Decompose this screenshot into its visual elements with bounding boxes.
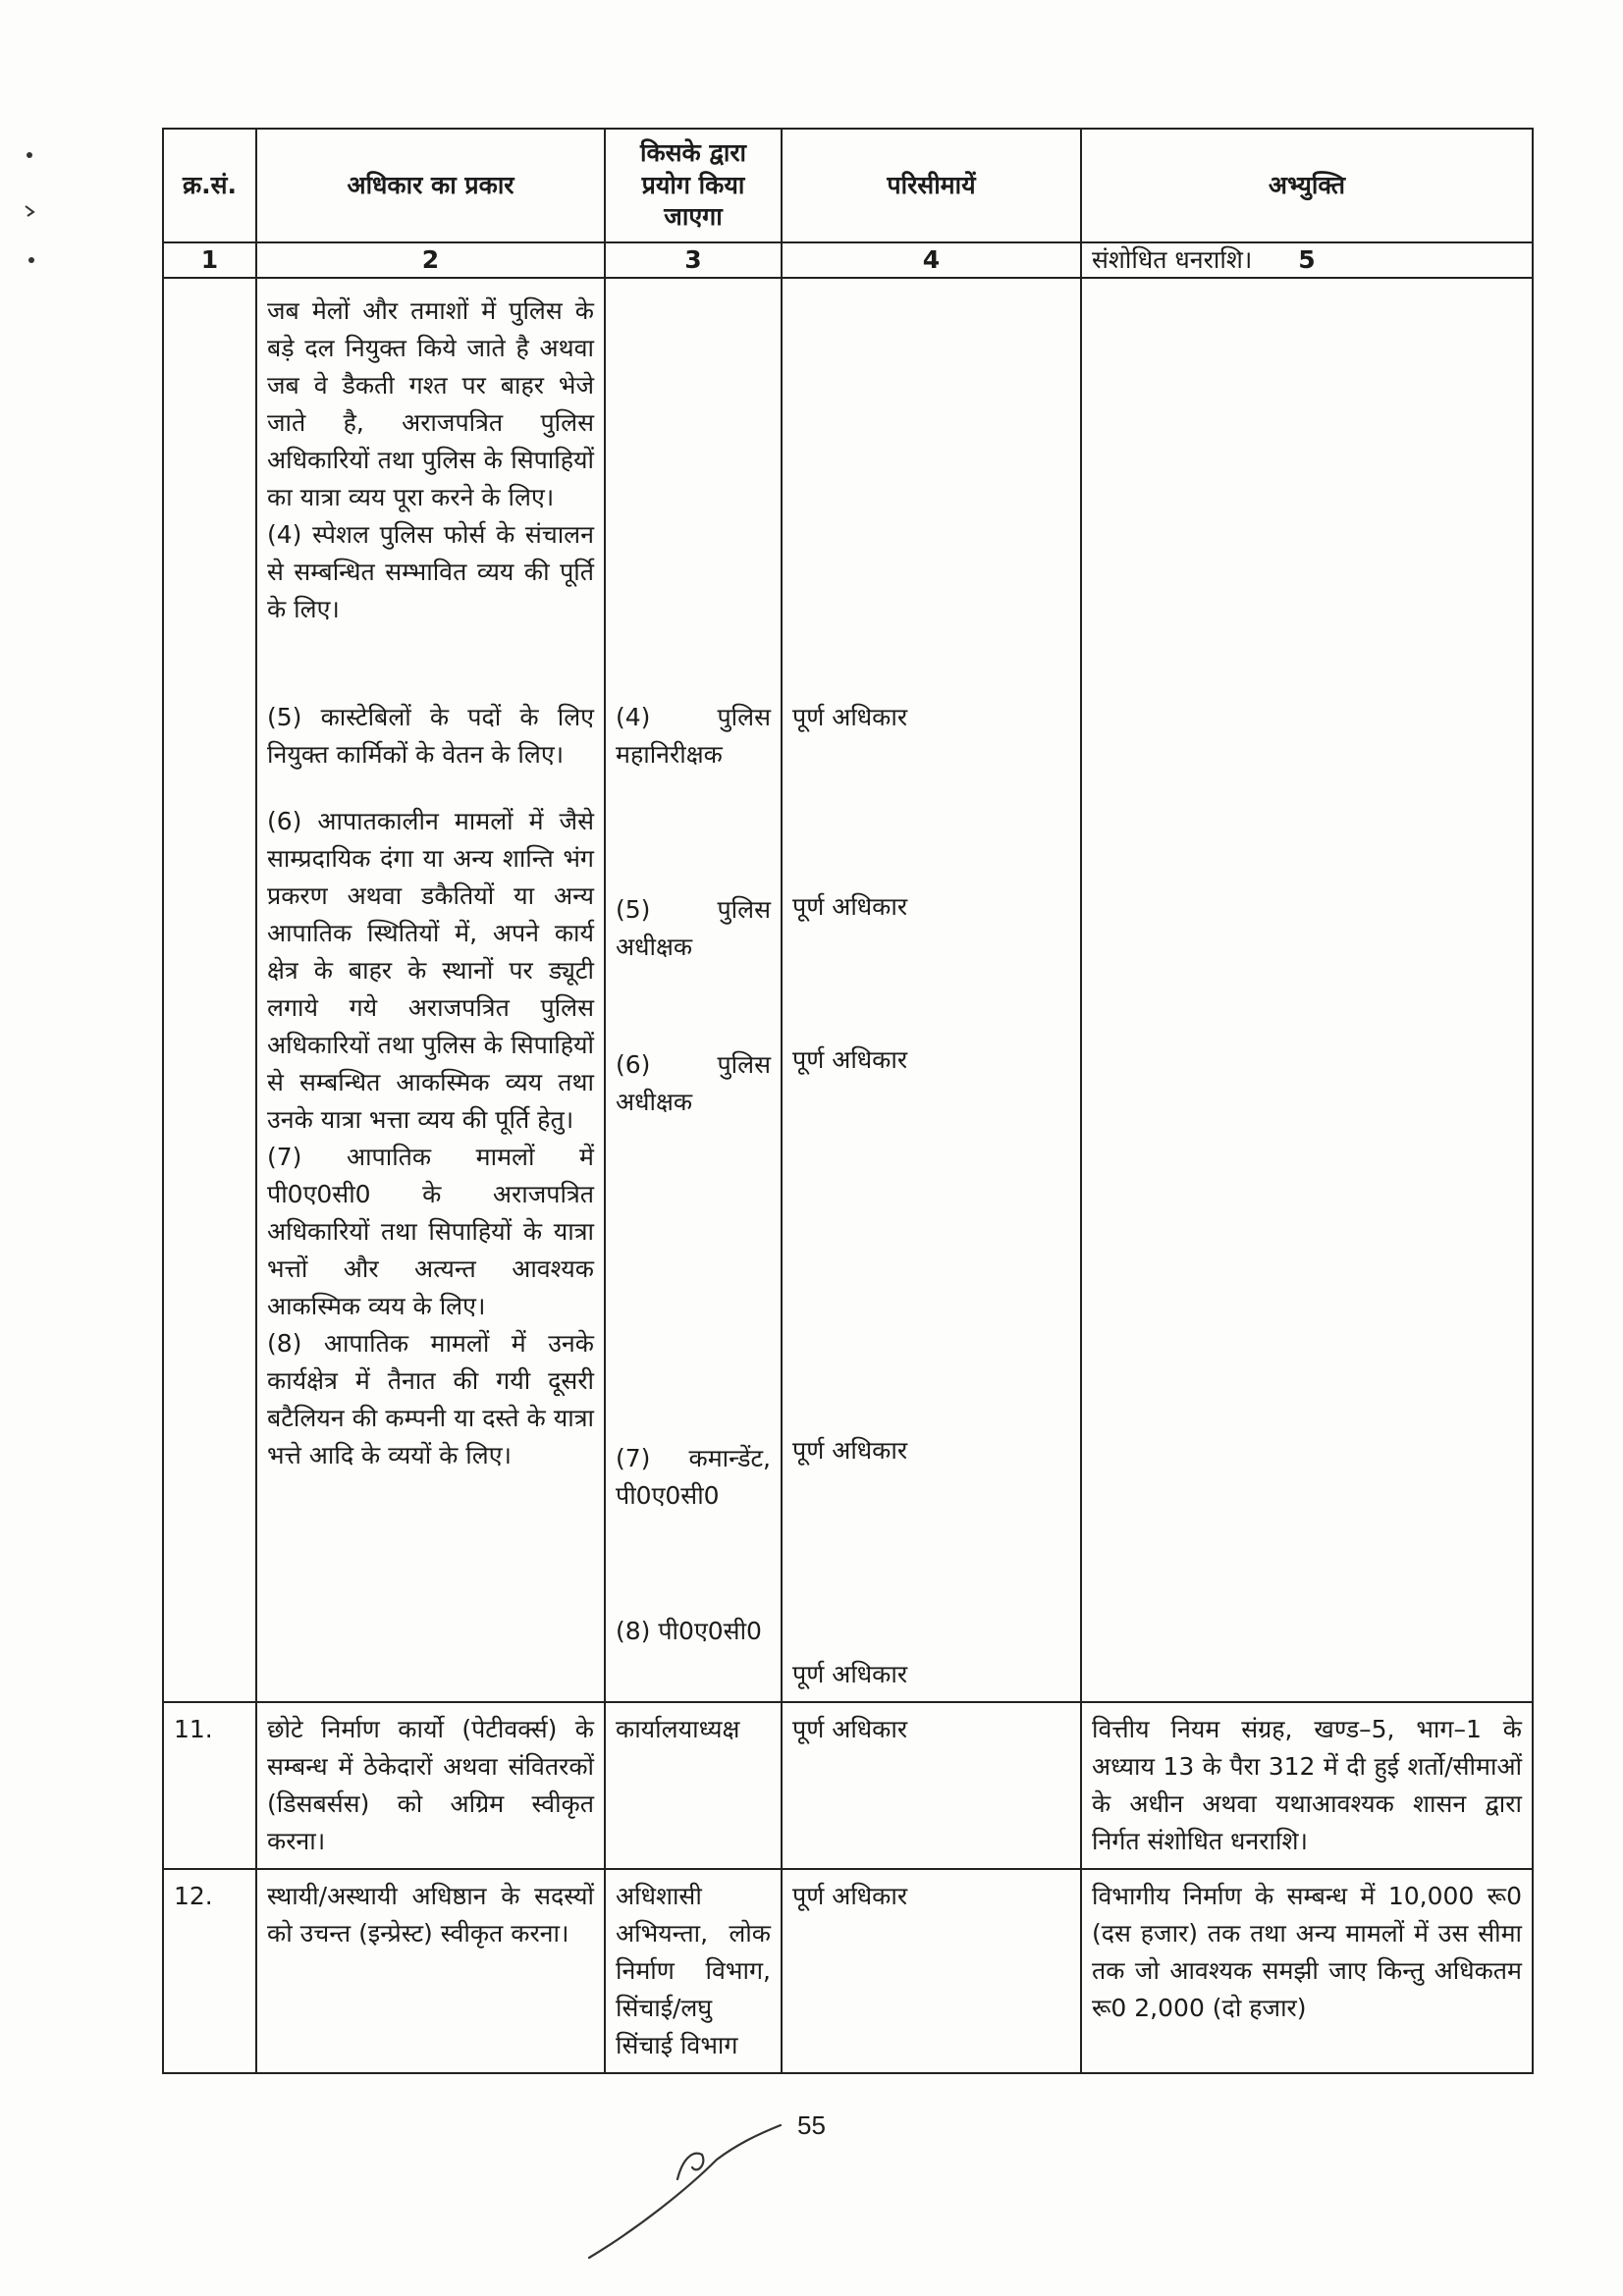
remark-text: वित्तीय नियम संग्रह, खण्ड–5, भाग–1 के अध्याय 13 के पैरा 312 में दी हुई शर्तो/सीमाओं के अधीन अथवा यथाआवश्यक शासन द्वारा निर्गत संशोधित धनराशि।	[1092, 1714, 1522, 1855]
limit-item-4: पूर्ण अधिकार	[792, 702, 908, 731]
power-item-6: (6) आपातकालीन मामलों में जैसे साम्प्रदायिक दंगा या अन्य शान्ति भंग प्रकरण अथवा डकैतियों या अन्य आपातिक स्थितियों में, अपने कार्य क्षेत्र के बाहर के स्थानों पर ड्यूटी लगाये गये अराजपत्रित पुलिस अधिकारियों तथा पुलिस के सिपाहियों से सम्बन्धित आकस्मिक व्यय तथा उनके यात्रा भत्ता व्यय की पूर्ति हेतु।	[267, 806, 594, 1134]
column-number: 1	[163, 242, 256, 278]
exercised-by-cell	[605, 1869, 782, 2073]
column-number: 4	[782, 242, 1081, 278]
column-number: 2	[256, 242, 605, 278]
limit-item-5: पूर्ण अधिकार	[792, 891, 908, 921]
limits-cell	[782, 278, 1081, 1702]
remark-text: विभागीय निर्माण के सम्बन्ध में 10,000 रू0 (दस हजार) तक तथा अन्य मामलों में उस सीमा तक जो आवश्यक समझी जाए किन्तु अधिकतम रू0 2,000 (दो हजार)	[1092, 1881, 1522, 2022]
limit-item-6: पूर्ण अधिकार	[792, 1044, 908, 1074]
header-remarks: अभ्युक्ति	[1081, 129, 1533, 242]
scan-artifact	[18, 147, 47, 285]
authority-item-5: (5) पुलिस अधीक्षक	[616, 894, 771, 961]
header-limits: परिसीमायें	[782, 129, 1081, 242]
power-intro-text: जब मेलों और तमाशों में पुलिस के बड़े दल नियुक्त किये जाते है अथवा जब वे डैकती गश्त पर बाहर भेजे जाते है, अराजपत्रित पुलिस अधिकारियों तथा पुलिस के सिपाहियों का यात्रा व्यय पूरा करने के लिए।	[267, 295, 594, 511]
signature-mark	[569, 2120, 805, 2268]
remarks-cell	[1081, 1869, 1533, 2073]
authority-text: अधिशासी अभियन्ता, लोक निर्माण विभाग, सिंचाई/लघु सिंचाई विभाग	[616, 1881, 771, 2059]
power-cell	[256, 1702, 605, 1869]
header-power-type: अधिकार का प्रकार	[256, 129, 605, 242]
power-item-7: (7) आपातिक मामलों में पी0ए0सी0 के अराजपत्रित अधिकारियों तथा सिपाहियों के यात्रा भत्तों और अत्यन्त आवश्यक आकस्मिक व्यय के लिए।	[267, 1142, 594, 1320]
remarks-cell	[1081, 244, 1533, 1702]
limits-cell: पूर्ण अधिकार	[782, 1702, 1081, 1869]
column-number: 5	[1081, 242, 1533, 278]
header-serial: क्र.सं.	[163, 129, 256, 242]
table-row-continuation	[163, 278, 1533, 1702]
authority-item-7: (7) कमान्डेंट, पी0ए0सी0	[616, 1443, 771, 1510]
power-text: स्थायी/अस्थायी अधिष्ठान के सदस्यों को उचन्त (इन्प्रेस्ट) स्वीकृत करना।	[267, 1881, 594, 1948]
power-item-8: (8) आपातिक मामलों में उनके कार्यक्षेत्र में तैनात की गयी दूसरी बटैलियन की कम्पनी या दस्ते के यात्रा भत्ते आदि के व्ययों के लिए।	[267, 1328, 594, 1469]
limit-item-8: पूर्ण अधिकार	[792, 1659, 908, 1688]
serial-cell	[163, 278, 256, 1702]
table-row-11	[163, 1702, 1533, 1869]
header-row	[163, 129, 1533, 242]
remark-continuation: संशोधित धनराशि।	[1092, 244, 1253, 274]
exercised-by-cell	[605, 278, 782, 1702]
authority-item-8: (8) पी0ए0सी0	[616, 1616, 762, 1645]
power-cell	[256, 278, 605, 1702]
power-cell	[256, 1869, 605, 2073]
header-exercised-by: किसके द्वारा प्रयोग किया जाएगा	[605, 129, 782, 242]
power-item-4: (4) स्पेशल पुलिस फोर्स के संचालन से सम्बन्धित सम्भावित व्यय की पूर्ति के लिए।	[267, 519, 594, 623]
column-number: 3	[605, 242, 782, 278]
limit-item-7: पूर्ण अधिकार	[792, 1435, 908, 1465]
serial-cell: 12.	[163, 1869, 256, 2073]
authority-item-4: (4) पुलिस महानिरीक्षक	[616, 702, 771, 769]
power-text: छोटे निर्माण कार्यो (पेटीवर्क्स) के सम्बन्ध में ठेकेदारों अथवा संवितरकों (डिसबर्सस) को अग्रिम स्वीकृत करना।	[267, 1714, 594, 1855]
page-number: 55	[797, 2110, 826, 2140]
power-item-5: (5) कास्टेबिलों के पदों के लिए नियुक्त कार्मिकों के वेतन के लिए।	[267, 702, 594, 769]
limits-cell: पूर्ण अधिकार	[782, 1869, 1081, 2073]
powers-table	[162, 128, 1534, 2074]
authority-item-6: (6) पुलिस अधीक्षक	[616, 1049, 771, 1116]
remarks-cell	[1081, 1702, 1533, 1869]
table-row-12	[163, 1869, 1533, 2073]
exercised-by-cell: कार्यालयाध्यक्ष	[605, 1702, 782, 1869]
serial-cell: 11.	[163, 1702, 256, 1869]
